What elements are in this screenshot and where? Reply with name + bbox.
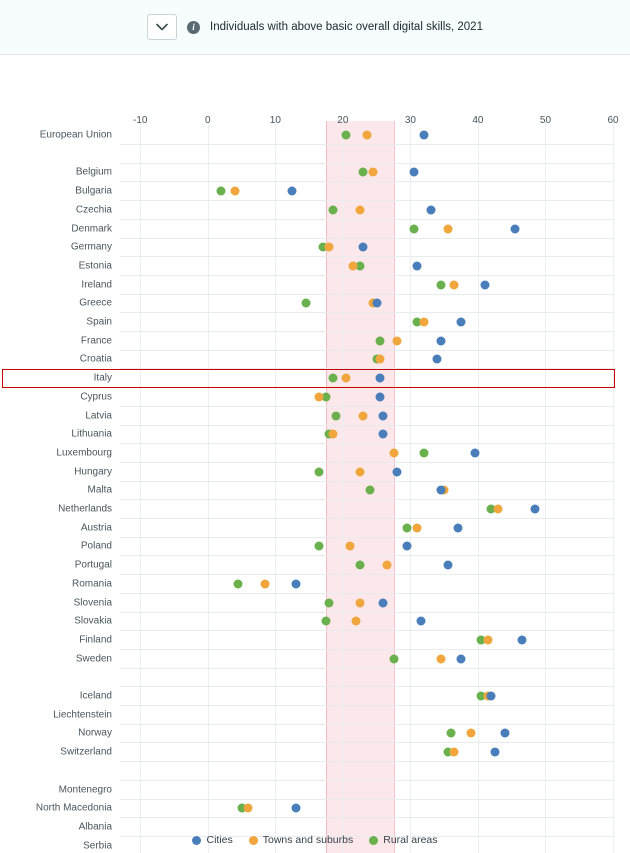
chart-legend [0, 834, 630, 846]
data-point[interactable] [392, 336, 401, 345]
data-point[interactable] [480, 280, 489, 289]
row-separator [120, 481, 613, 482]
data-point[interactable] [419, 318, 428, 327]
row-separator [120, 817, 613, 818]
row-separator [120, 574, 613, 575]
data-point[interactable] [325, 598, 334, 607]
row-separator [120, 275, 613, 276]
row-separator [120, 294, 613, 295]
data-point[interactable] [517, 635, 526, 644]
data-point[interactable] [355, 598, 364, 607]
data-point[interactable] [352, 617, 361, 626]
category-label[interactable]: Belgium [75, 166, 112, 178]
category-label[interactable]: Slovakia [74, 615, 112, 627]
row-separator [120, 649, 613, 650]
x-gridline [613, 121, 614, 853]
data-point[interactable] [342, 374, 351, 383]
row-separator [120, 238, 613, 239]
data-point[interactable] [355, 205, 364, 214]
data-point[interactable] [359, 411, 368, 420]
category-label[interactable]: Ireland [81, 279, 112, 291]
row-separator [120, 462, 613, 463]
data-point[interactable] [217, 187, 226, 196]
data-point[interactable] [487, 692, 496, 701]
category-label[interactable]: Luxembourg [56, 447, 112, 459]
data-point[interactable] [288, 187, 297, 196]
row-separator [120, 425, 613, 426]
data-point[interactable] [403, 542, 412, 551]
row-separator [120, 499, 613, 500]
row-separator [120, 724, 613, 725]
data-point[interactable] [389, 654, 398, 663]
data-point[interactable] [376, 336, 385, 345]
data-point[interactable] [301, 299, 310, 308]
data-point[interactable] [389, 448, 398, 457]
category-label[interactable]: Hungary [74, 466, 112, 478]
legend-item-cities[interactable] [192, 834, 232, 846]
row-separator [120, 144, 613, 145]
data-point[interactable] [446, 729, 455, 738]
data-point[interactable] [359, 168, 368, 177]
data-point[interactable] [457, 654, 466, 663]
data-point[interactable] [315, 542, 324, 551]
data-point[interactable] [362, 131, 371, 140]
data-point[interactable] [369, 168, 378, 177]
row-separator [120, 331, 613, 332]
data-point[interactable] [315, 467, 324, 476]
data-point[interactable] [457, 318, 466, 327]
row-separator [120, 780, 613, 781]
data-point[interactable] [382, 561, 391, 570]
row-separator [120, 555, 613, 556]
category-label[interactable]: Czechia [75, 204, 112, 216]
data-point[interactable] [392, 467, 401, 476]
category-label[interactable]: Malta [87, 484, 112, 496]
data-point[interactable] [230, 187, 239, 196]
row-separator [120, 443, 613, 444]
x-axis-tick-label: 60 [607, 115, 619, 126]
category-label[interactable]: Liechtenstein [53, 709, 112, 721]
data-point[interactable] [403, 523, 412, 532]
data-point[interactable] [436, 336, 445, 345]
row-separator [120, 406, 613, 407]
row-separator [120, 799, 613, 800]
category-label[interactable]: Bulgaria [75, 185, 112, 197]
legend-label-towns-and-suburbs: Towns and suburbs [262, 834, 354, 846]
data-point[interactable] [372, 299, 381, 308]
row-separator [120, 163, 613, 164]
row-separator [120, 181, 613, 182]
category-label[interactable]: Estonia [78, 260, 112, 272]
chart-header [0, 0, 630, 55]
category-label[interactable]: Greece [79, 297, 112, 309]
row-separator [120, 350, 613, 351]
category-label[interactable]: Slovenia [73, 597, 112, 608]
header-inner [147, 14, 483, 40]
row-separator [120, 593, 613, 594]
data-point[interactable] [376, 355, 385, 364]
category-label[interactable]: Portugal [74, 559, 112, 571]
data-point[interactable] [348, 261, 357, 270]
data-point[interactable] [490, 748, 499, 757]
data-point[interactable] [359, 243, 368, 252]
row-separator [120, 312, 613, 313]
row-separator [120, 387, 613, 388]
category-label[interactable]: Latvia [85, 410, 112, 421]
row-separator [120, 686, 613, 687]
legend-swatch-rural-areas [369, 836, 378, 845]
info-icon[interactable]: i [187, 21, 200, 34]
data-point[interactable] [450, 280, 459, 289]
category-label[interactable]: France [80, 335, 112, 347]
data-point[interactable] [443, 224, 452, 233]
chevron-down-icon[interactable] [147, 14, 177, 40]
data-point[interactable] [500, 729, 509, 738]
data-point[interactable] [379, 411, 388, 420]
category-label[interactable]: North Macedonia [35, 802, 112, 814]
row-separator [120, 256, 613, 257]
data-point[interactable] [443, 561, 452, 570]
data-point[interactable] [409, 224, 418, 233]
row-separator [120, 612, 613, 613]
data-point[interactable] [436, 486, 445, 495]
data-point[interactable] [379, 598, 388, 607]
data-point[interactable] [315, 392, 324, 401]
row-separator [120, 742, 613, 743]
page-title: Individuals with above basic overall digital skills, 2021 [210, 21, 483, 33]
data-point[interactable] [376, 392, 385, 401]
legend-item-rural-areas[interactable] [369, 834, 437, 846]
data-point[interactable] [467, 729, 476, 738]
data-point[interactable] [328, 374, 337, 383]
data-point[interactable] [345, 542, 354, 551]
x-axis-tick-label: 20 [337, 115, 349, 126]
chart-container [0, 55, 630, 853]
data-point[interactable] [291, 579, 300, 588]
legend-swatch-cities [192, 836, 201, 845]
category-label[interactable]: Italy [93, 372, 112, 384]
data-point[interactable] [328, 205, 337, 214]
data-point[interactable] [355, 467, 364, 476]
data-point[interactable] [453, 523, 462, 532]
category-label[interactable]: Spain [86, 316, 112, 328]
category-label[interactable]: Denmark [71, 223, 112, 234]
data-point[interactable] [244, 804, 253, 813]
row-separator [120, 761, 613, 762]
data-point[interactable] [321, 617, 330, 626]
data-point[interactable] [342, 131, 351, 140]
data-point[interactable] [328, 430, 337, 439]
data-point[interactable] [531, 505, 540, 514]
data-point[interactable] [413, 523, 422, 532]
row-separator [120, 630, 613, 631]
category-label[interactable]: Lithuania [71, 428, 112, 440]
data-point[interactable] [355, 561, 364, 570]
data-point[interactable] [376, 374, 385, 383]
category-label[interactable]: Serbia [83, 840, 112, 852]
legend-label-cities: Cities [206, 834, 233, 846]
row-separator [120, 668, 613, 669]
data-point[interactable] [419, 131, 428, 140]
x-axis-tick-label: 0 [205, 115, 211, 126]
data-point[interactable] [484, 635, 493, 644]
data-point[interactable] [470, 448, 479, 457]
data-point[interactable] [413, 261, 422, 270]
category-label[interactable]: Norway [78, 727, 112, 739]
category-label[interactable]: Finland [79, 634, 112, 646]
x-axis-tick-label: -10 [133, 115, 148, 126]
data-point[interactable] [379, 430, 388, 439]
row-separator [120, 200, 613, 201]
data-point[interactable] [325, 243, 334, 252]
category-label[interactable]: Romania [71, 578, 112, 590]
legend-label-rural-areas: Rural areas [383, 834, 438, 846]
legend-swatch-towns-and-suburbs [249, 836, 258, 845]
category-label[interactable]: Netherlands [58, 503, 112, 515]
row-separator [120, 518, 613, 519]
category-label[interactable]: Albania [78, 821, 112, 833]
category-label[interactable]: Montenegro [58, 784, 112, 795]
category-label[interactable]: Croatia [79, 353, 112, 365]
data-point[interactable] [494, 505, 503, 514]
data-point[interactable] [433, 355, 442, 364]
data-point[interactable] [436, 280, 445, 289]
data-point[interactable] [511, 224, 520, 233]
category-label[interactable]: Switzerland [60, 746, 112, 758]
category-label[interactable]: Sweden [75, 653, 112, 665]
data-point[interactable] [426, 205, 435, 214]
data-point[interactable] [436, 654, 445, 663]
legend-item-towns-and-suburbs[interactable] [249, 834, 353, 846]
data-point[interactable] [419, 448, 428, 457]
row-separator [120, 537, 613, 538]
row-separator [120, 368, 613, 369]
data-point[interactable] [332, 411, 341, 420]
category-label[interactable]: Iceland [79, 690, 112, 702]
x-axis-tick-label: 40 [472, 115, 484, 126]
category-label[interactable]: Cyprus [80, 391, 112, 403]
category-label[interactable]: Austria [80, 522, 112, 534]
data-point[interactable] [365, 486, 374, 495]
category-label[interactable]: European Union [39, 129, 112, 141]
row-separator [120, 705, 613, 706]
x-axis-tick-label: 30 [404, 115, 416, 126]
data-point[interactable] [261, 579, 270, 588]
data-point[interactable] [291, 804, 300, 813]
data-point[interactable] [416, 617, 425, 626]
data-point[interactable] [409, 168, 418, 177]
category-label[interactable]: Germany [70, 241, 112, 253]
data-point[interactable] [450, 748, 459, 757]
data-point[interactable] [234, 579, 243, 588]
x-axis-tick-label: 50 [539, 115, 552, 126]
row-separator [120, 219, 613, 220]
x-axis-tick-label: 10 [269, 115, 281, 126]
category-label[interactable]: Poland [80, 540, 112, 552]
